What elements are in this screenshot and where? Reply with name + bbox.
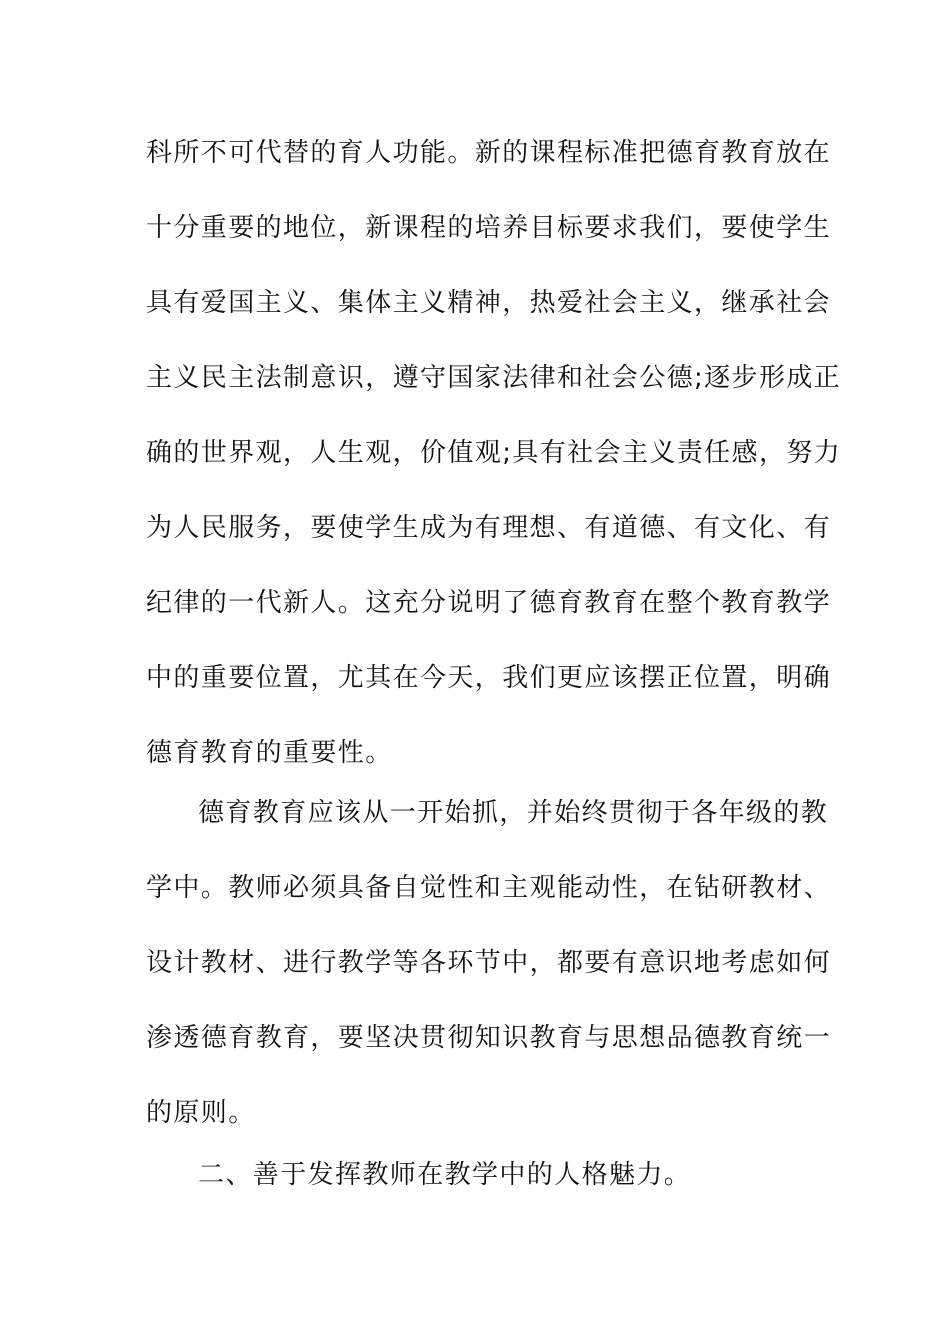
text-line: 为人民服务，要使学生成为有理想、有道德、有文化、有 [146,513,832,543]
text-line: 渗透德育教育，要坚决贯彻知识教育与思想品德教育统一 [146,1023,832,1053]
section-heading: 二、善于发挥教师在教学中的人格魅力。 [198,1160,692,1190]
text-line: 纪律的一代新人。这充分说明了德育教育在整个教育教学 [146,588,832,618]
text-line: 设计教材、进行教学等各环节中，都要有意识地考虑如何 [146,948,832,978]
text-line: 主义民主法制意识，遵守国家法律和社会公德;逐步形成正 [146,363,842,393]
text-line: 确的世界观，人生观，价值观;具有社会主义责任感，努力 [146,438,842,468]
text-line: 德育教育应该从一开始抓，并始终贯彻于各年级的教 [198,798,829,828]
text-line: 科所不可代替的育人功能。新的课程标准把德育教育放在 [146,138,832,168]
text-line: 十分重要的地位，新课程的培养目标要求我们，要使学生 [146,213,832,243]
text-line: 德育教育的重要性。 [146,738,393,768]
text-line: 具有爱国主义、集体主义精神，热爱社会主义，继承社会 [146,288,832,318]
text-line: 的原则。 [146,1098,256,1128]
text-line: 学中。教师必须具备自觉性和主观能动性，在钻研教材、 [146,873,832,903]
text-line: 中的重要位置，尤其在今天，我们更应该摆正位置，明确 [146,663,832,693]
